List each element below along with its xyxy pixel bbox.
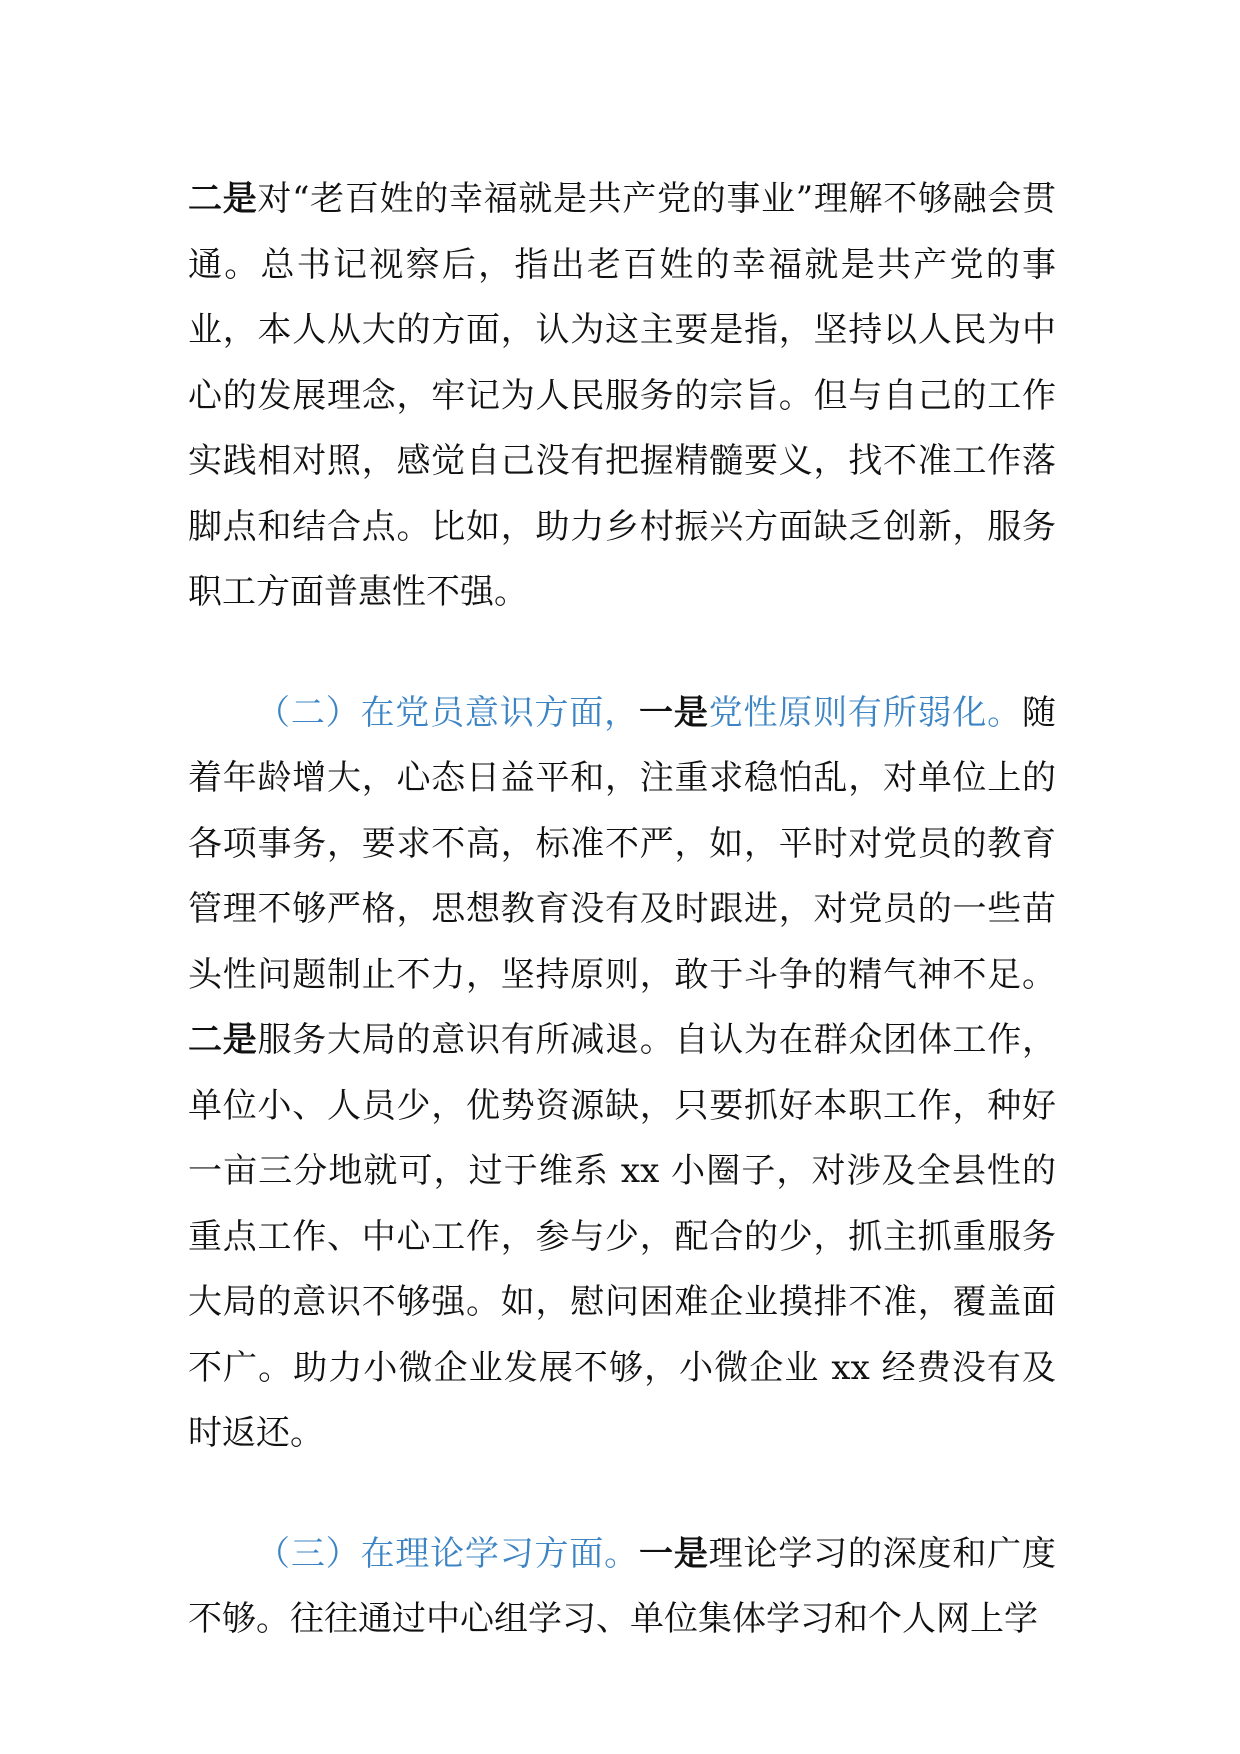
paragraph-text-second: 服务大局的意识有所减退。自认为在群众团体工作，单位小、人员少，优势资源缺，只要抓好本职工作，种好一亩三分地就可，过于维系 xx 小圈子，对涉及全县性的重点工作、中心工作，参与少，配合的少，抓主抓重服务大局的意识不够强。如，慰问困难企业摸排不准，覆盖面不广。助力小微企业发展不够，小微企业 xx 经费没有及时返还。 [188,1020,1056,1453]
paragraph-text: 随着年龄增大，心态日益平和，注重求稳怕乱，对单位上的各项事务，要求不高，标准不严，如，平时对党员的教育管理不够严格，思想教育没有及时跟进，对党员的一些苗头性问题制止不力，坚持原则，敢于斗争的精气神不足。 [188,692,1057,995]
paragraph-text: 对“老百姓的幸福就是共产党的事业”理解不够融会贯通。总书记视察后，指出老百姓的幸福就是共产党的事业，本人从大的方面，认为这主要是指，坚持以人民为中心的发展理念，牢记为人民服务的宗旨。但与自己的工作实践相对照，感觉自己没有把握精髓要义，找不准工作落脚点和结合点。比如，助力乡村振兴方面缺乏创新，服务职工方面普惠性不强。 [188,179,1057,612]
document-body [188,167,1056,1653]
heading-lead-bold: 一是 [639,692,709,733]
heading-text: （二）在党员意识方面， [256,692,639,733]
section-heading-party-awareness [256,693,1022,733]
paragraph-lead-bold: 一是 [639,1533,709,1574]
paragraph-theory-study [188,1522,1056,1653]
section-heading-theory-study: （三）在理论学习方面。 [256,1533,639,1574]
paragraph-text: 理论学习的深度和广度不够。往往通过中心组学习、单位集体学习和个人网上学 [188,1533,1057,1639]
heading-text-continued: 党性原则有所弱化。 [708,692,1023,733]
paragraph-lead-bold: 二是 [188,179,258,219]
paragraph-understanding [188,167,1056,626]
paragraph-lead-bold-second: 二是 [188,1020,258,1060]
paragraph-party-awareness [188,681,1056,1467]
